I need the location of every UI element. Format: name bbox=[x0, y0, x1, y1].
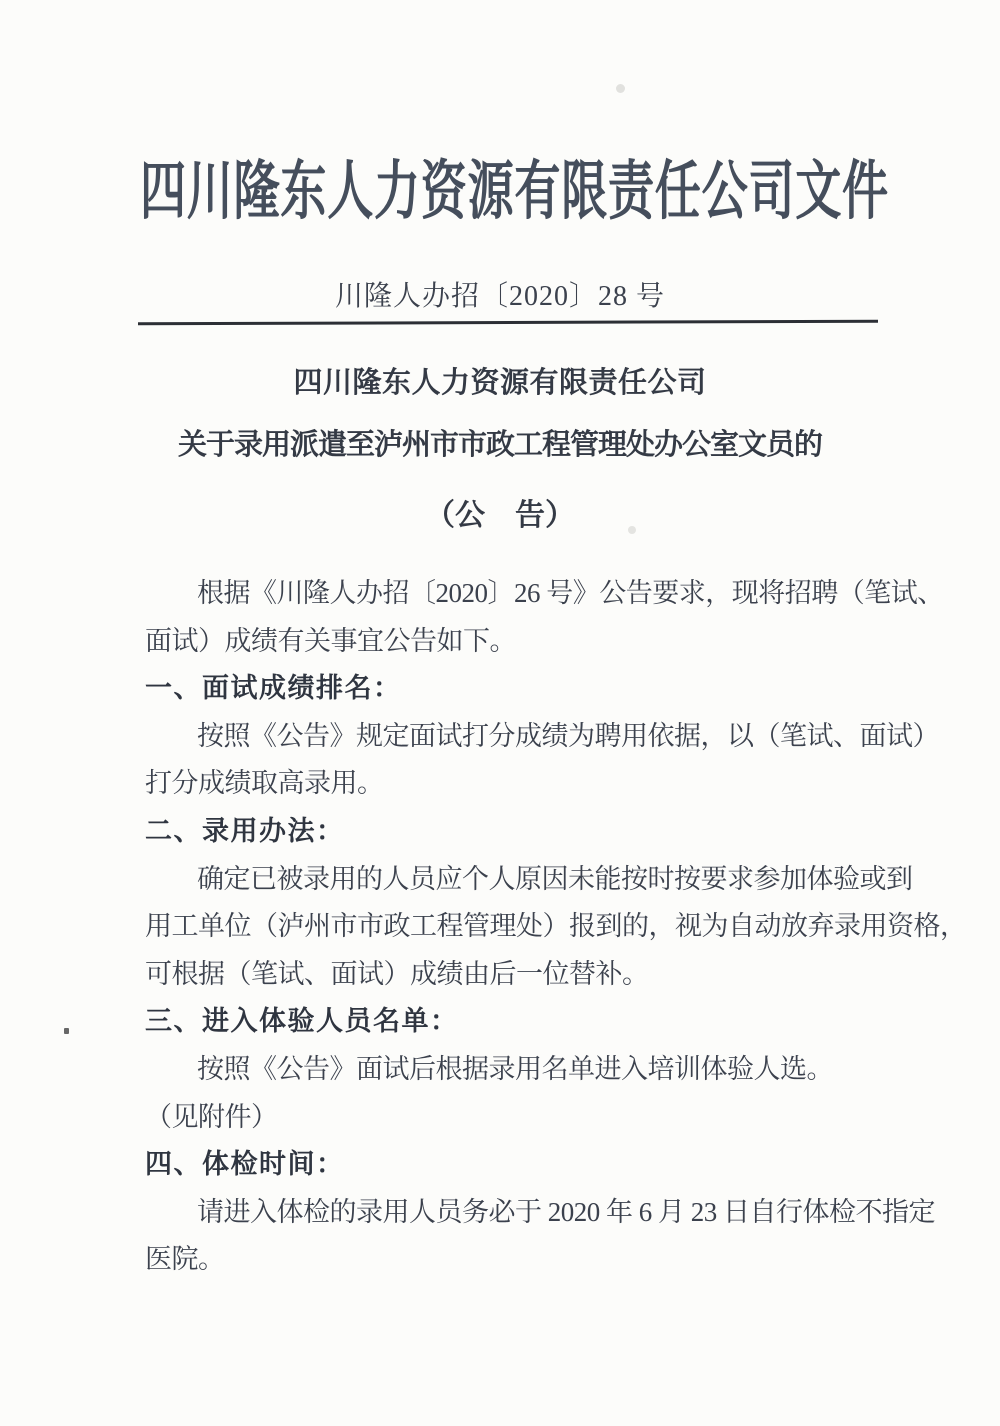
body-text-line: 按照《公告》面试后根据录用名单进入培训体验人选。 bbox=[197, 1053, 833, 1084]
body-text-line: 打分成绩取高录用。 bbox=[145, 768, 384, 799]
body-text-line: 可根据（笔试、面试）成绩由后一位替补。 bbox=[145, 958, 649, 989]
section-heading: 二、录用办法： bbox=[145, 815, 345, 846]
body-text-line: 确定已被录用的人员应个人原因未能按时按要求参加体验或到 bbox=[197, 863, 913, 894]
document-number: 川隆人办招〔2020〕28 号 bbox=[334, 281, 665, 312]
body-text-line: 按照《公告》规定面试打分成绩为聘用依据，以（笔试、面试） bbox=[197, 720, 939, 751]
document-body bbox=[145, 570, 967, 1284]
body-text-line: 用工单位（泸州市市政工程管理处）报到的，视为自动放弃录用资格， bbox=[145, 911, 967, 942]
scan-artifact-dot bbox=[64, 1028, 69, 1034]
body-text-line: 医院。 bbox=[145, 1244, 225, 1275]
body-text-line: 请进入体检的录用人员务必于 2020 年 6 月 23 日自行体检不指定 bbox=[197, 1196, 935, 1227]
notice-title-subject: 关于录用派遣至泸州市市政工程管理处办公室文员的 bbox=[177, 429, 822, 461]
scan-artifact-smudge bbox=[628, 526, 636, 534]
document-masthead-title: 四川隆东人力资源有限责任公司文件 bbox=[140, 156, 889, 227]
section-heading: 四、体检时间： bbox=[145, 1149, 345, 1180]
body-text-line: （见附件） bbox=[145, 1101, 278, 1132]
scan-artifact-smudge bbox=[616, 84, 625, 93]
notice-subtitle-gonggao: （公 告） bbox=[425, 499, 575, 532]
section-heading: 一、面试成绩排名： bbox=[145, 673, 402, 704]
header-divider-line bbox=[138, 320, 878, 326]
body-text-line: 根据《川隆人办招〔2020〕26 号》公告要求，现将招聘（笔试、 bbox=[197, 578, 944, 608]
body-text-line: 面试）成绩有关事宜公告如下。 bbox=[145, 625, 516, 656]
section-heading: 三、进入体验人员名单： bbox=[145, 1006, 459, 1037]
notice-title-company: 四川隆东人力资源有限责任公司 bbox=[293, 367, 707, 399]
